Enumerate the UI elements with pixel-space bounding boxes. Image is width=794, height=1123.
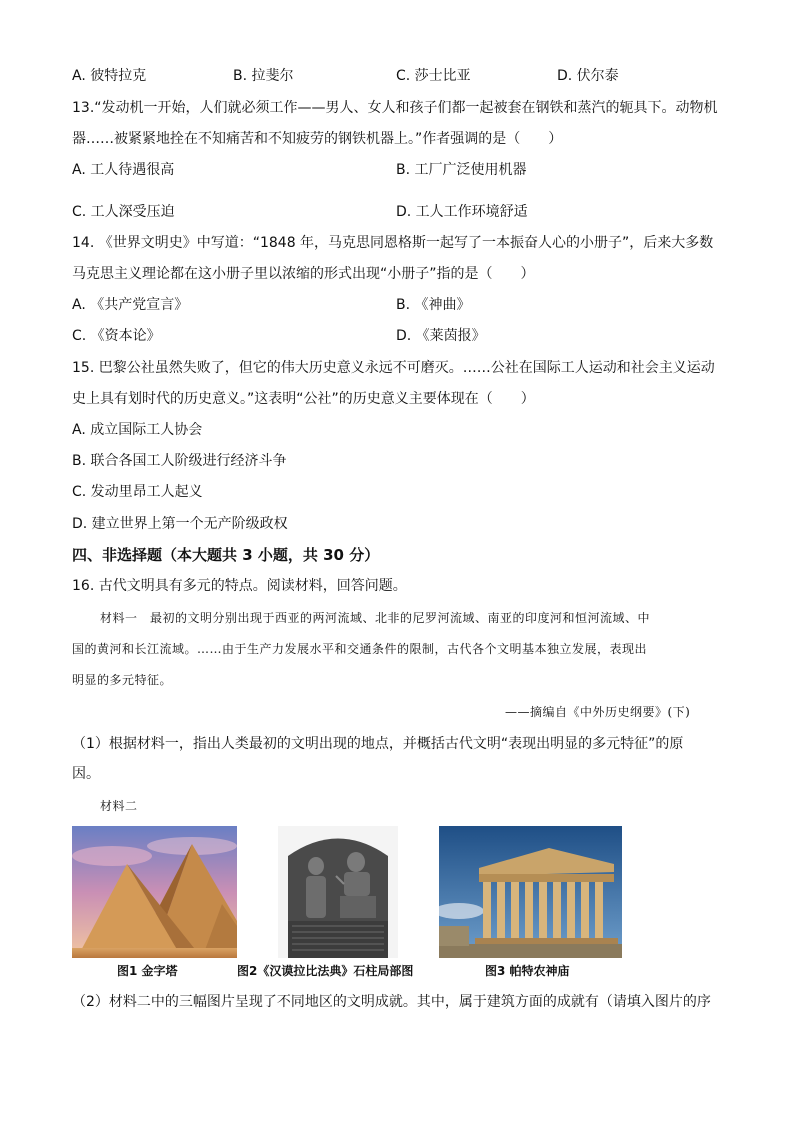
q12-option-d: D. 伏尔泰	[557, 68, 619, 84]
q16-sub2-line1: （2）材料二中的三幅图片呈现了不同地区的文明成就。其中，属于建筑方面的成就有（请填入图片的序	[72, 994, 711, 1010]
material1-line1: 材料一 最初的文明分别出现于西亚的两河流域、北非的尼罗河流域、南亚的印度河和恒河流域、中	[100, 611, 651, 625]
q13-option-c: C. 工人深受压迫	[72, 204, 175, 220]
figure2-caption: 图2《汉谟拉比法典》石柱局部图	[237, 964, 414, 978]
q14-option-b: B. 《神曲》	[396, 297, 471, 313]
q16-sub1-line2: 因。	[72, 766, 100, 782]
parthenon-image	[439, 826, 622, 958]
q15-option-d: D. 建立世界上第一个无产阶级政权	[72, 516, 288, 532]
material1-source: ——摘编自《中外历史纲要》(下)	[505, 705, 691, 719]
hammurabi-stele-image	[278, 826, 398, 958]
q13-option-d: D. 工人工作环境舒适	[396, 204, 528, 220]
q13-option-a: A. 工人待遇很高	[72, 162, 175, 178]
q12-option-c: C. 莎士比亚	[396, 68, 471, 84]
material2-label: 材料二	[100, 799, 138, 813]
q15-stem-line2: 史上具有划时代的历史意义。”这表明“公社”的历史意义主要体现在（ ）	[72, 391, 535, 407]
material1-line2: 国的黄河和长江流域。……由于生产力发展水平和交通条件的限制，古代各个文明基本独立发展，表现出	[72, 642, 648, 656]
q16-sub1-line1: （1）根据材料一，指出人类最初的文明出现的地点，并概括古代文明“表现出明显的多元特征”的原	[72, 736, 684, 752]
material1-line3: 明显的多元特征。	[72, 673, 173, 687]
q15-option-b: B. 联合各国工人阶级进行经济斗争	[72, 453, 287, 469]
q15-option-a: A. 成立国际工人协会	[72, 422, 203, 438]
q12-option-b: B. 拉斐尔	[233, 68, 294, 84]
q14-stem-line1: 14. 《世界文明史》中写道：“1848 年，马克思同恩格斯一起写了一本振奋人心的小册子”，后来大多数	[72, 235, 714, 251]
q13-stem-line2: 器……被紧紧地拴在不知痛苦和不知疲劳的钢铁机器上。”作者强调的是（ ）	[72, 131, 563, 147]
q15-option-c: C. 发动里昂工人起义	[72, 484, 203, 500]
q14-option-a: A. 《共产党宣言》	[72, 297, 189, 313]
q13-option-b: B. 工厂广泛使用机器	[396, 162, 527, 178]
pyramid-image	[72, 826, 237, 958]
q12-option-a: A. 彼特拉克	[72, 68, 147, 84]
q15-stem-line1: 15. 巴黎公社虽然失败了，但它的伟大历史意义永远不可磨灭。……公社在国际工人运动和社会主义运动	[72, 360, 715, 376]
q16-stem: 16. 古代文明具有多元的特点。阅读材料，回答问题。	[72, 578, 407, 594]
figure1-caption: 图1 金字塔	[117, 964, 178, 978]
q13-stem-line1: 13.“发动机一开始，人们就必须工作——男人、女人和孩子们都一起被套在钢铁和蒸汽的轭具下。动物机	[72, 100, 718, 116]
q14-option-c: C. 《资本论》	[72, 328, 161, 344]
section-title: 四、非选择题（本大题共 3 小题，共 30 分）	[72, 546, 380, 564]
q14-option-d: D. 《莱茵报》	[396, 328, 486, 344]
figure3-caption: 图3 帕特农神庙	[485, 964, 570, 978]
q14-stem-line2: 马克思主义理论都在这小册子里以浓缩的形式出现“小册子”指的是（ ）	[72, 266, 535, 282]
